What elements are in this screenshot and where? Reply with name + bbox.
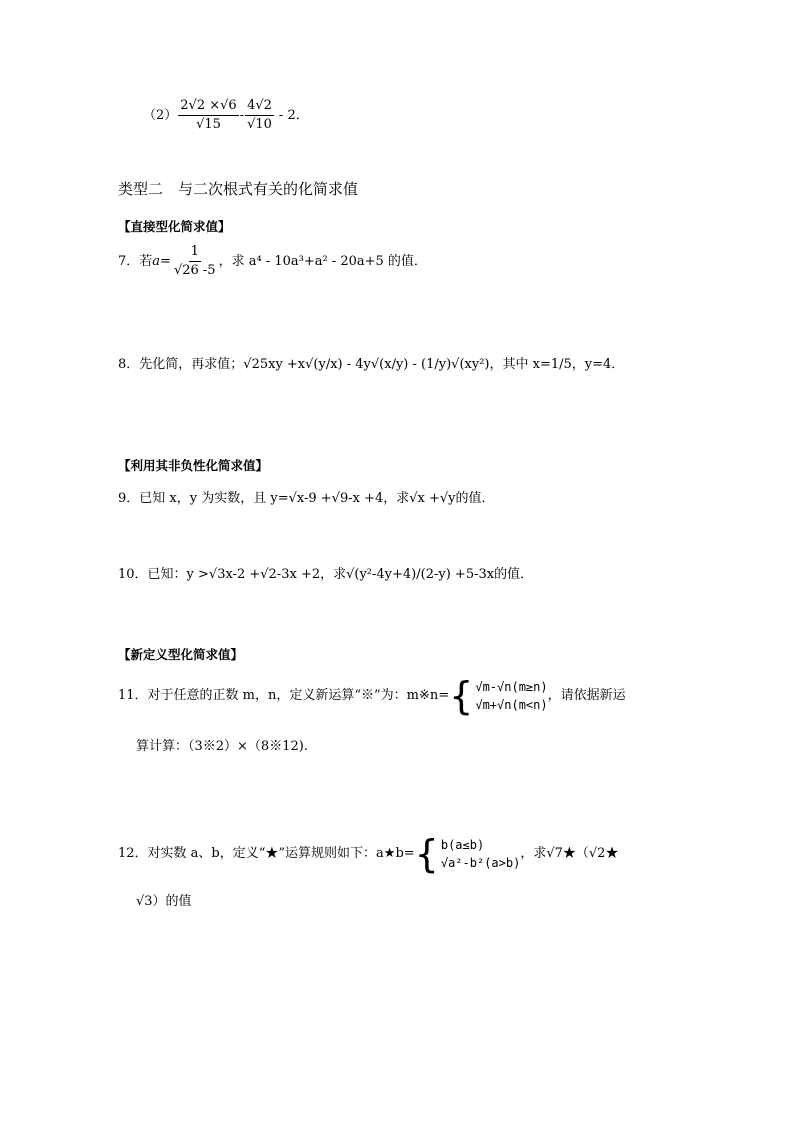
problem-text: 11．对于任意的正数 m，n，定义新运算“※”为：m※n= (118, 688, 450, 703)
expression-tail: - 2． (278, 107, 309, 123)
left-brace: { (449, 674, 474, 718)
subsection-title-direct: 【直接型化简求值】 (118, 219, 231, 234)
fraction-1 (178, 98, 238, 133)
problem-8 (118, 356, 624, 374)
problem-label: （2） (143, 107, 178, 123)
fraction-numerator: 1 (189, 244, 201, 262)
subsection-title-nonneg: 【利用其非负性化简求值】 (118, 458, 269, 473)
problem-label: 8．先化简，再求值； (118, 357, 244, 372)
subsection-title-newdef: 【新定义型化简求值】 (118, 647, 244, 662)
problem-9: 9．已知 x，y 为实数，且 y=√x-9 +√9-x +4，求√x +√y的值． (118, 491, 495, 506)
fraction (172, 244, 218, 279)
section-heading: 类型二 与二次根式有关的化简求值 (118, 180, 359, 198)
problem-12 (118, 834, 618, 874)
case-2: √m+√n(m<n) (475, 698, 548, 712)
problem-text: ，其中 x=1/5，y=4． (489, 357, 625, 372)
problem-label: 7．若 (118, 253, 153, 269)
case-1: √m-√n(m≥n) (475, 680, 548, 694)
problem-10: 10．已知：y >√3x-2 +√2-3x +2，求√(y²-4y+4)/(2-y) +5-3x的值． (118, 567, 534, 582)
problem-text: ，求 a⁴ - 10a³+a² - 20a+5 的值． (218, 253, 427, 269)
problem-11 (118, 676, 626, 716)
problem-text: ，求√7★（√2★ (520, 846, 619, 861)
case-2: √a²-b²(a>b) (440, 856, 521, 870)
problem-6-part-2 (143, 98, 309, 133)
case-1: b(a≤b) (440, 838, 485, 852)
fraction-numerator: 2√2 ×√6 (178, 98, 238, 116)
problem-7 (118, 244, 427, 279)
operator: - (239, 107, 245, 123)
problem-text: ，请依据新运 (547, 688, 626, 703)
fraction-denominator: √26 -5 (173, 263, 216, 278)
piecewise-cases (475, 678, 547, 714)
piecewise-cases (441, 836, 520, 872)
problem-11-continued: 算计算：（3※2）×（8※12). (136, 739, 308, 754)
expression: √25xy +x√(y/x) - 4y√(x/y) - (1/y)√(xy²) (243, 357, 490, 372)
variable: a (152, 253, 161, 269)
problem-text: 12．对实数 a、b，定义“★”运算规则如下：a★b= (118, 846, 415, 861)
fraction-denominator: √10 (247, 117, 272, 132)
fraction-denominator: √15 (196, 117, 221, 132)
fraction-2 (245, 98, 274, 133)
equals-sign: = (160, 253, 171, 269)
left-brace: { (414, 832, 439, 876)
fraction-numerator: 4√2 (245, 98, 274, 116)
problem-12-continued: √3）的值 (136, 894, 192, 909)
